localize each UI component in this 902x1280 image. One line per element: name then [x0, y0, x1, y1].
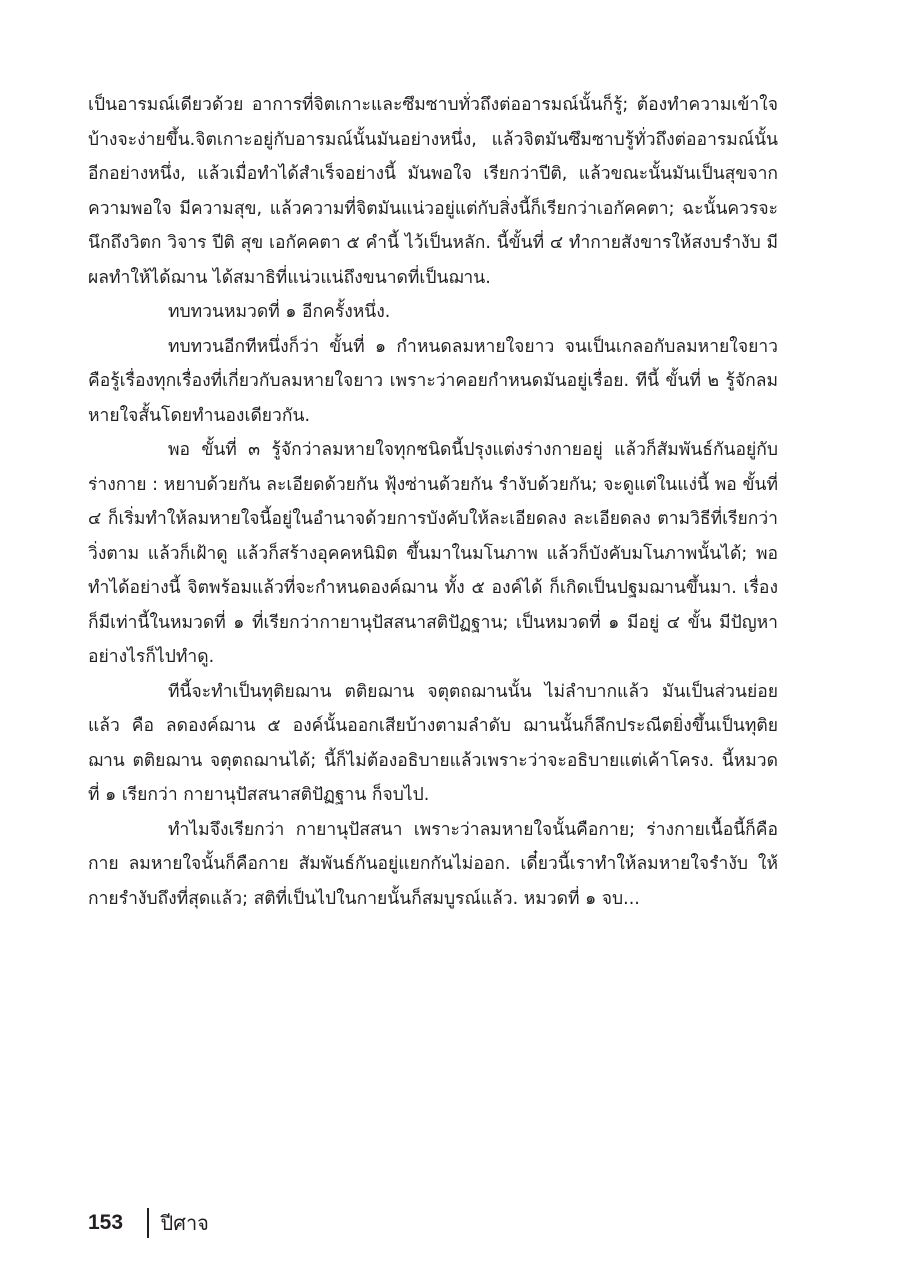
page-body: [88, 88, 778, 916]
paragraph-5: ทีนี้จะทำเป็นทุติยฌาน ตติยฌาน จตุตถฌานนั้น ไม่ลำบากแล้ว มันเป็นส่วนย่อยแล้ว คือ ลดองค์ฌาน ๕ องค์นั้นออกเสียบ้างตามลำดับ ฌานนั้นก็ลึกประณีตยิ่งขึ้นเป็นทุติยฌาน ตติยฌาน จตุตถฌานได้; นี้ก็ไม่ต้องอธิบายแล้วเพราะว่าจะอธิบายแต่เค้าโครง. นี้หมวดที่ ๑ เรียกว่า กายานุปัสสนาสติปัฏฐาน ก็จบไป.: [88, 681, 778, 805]
running-title: ปีศาจ: [160, 1211, 209, 1235]
footer-divider: [147, 1208, 149, 1238]
page-number: 153: [88, 1211, 124, 1234]
page-footer: [88, 1205, 209, 1241]
paragraph-4: พอ ขั้นที่ ๓ รู้จักว่าลมหายใจทุกชนิดนี้ปรุงแต่งร่างกายอยู่ แล้วก็สัมพันธ์กันอยู่กับร่างกาย : หยาบด้วยกัน ละเอียดด้วยกัน ฟุ้งซ่านด้วยกัน รำงับด้วยกัน; จะดูแต่ในแง่นี้ พอ ขั้นที่ ๔ ก็เริ่มทำให้ลมหายใจนี้อยู่ในอำนาจด้วยการบังคับให้ละเอียดลง ละเอียดลง ตามวิธีที่เรียกว่าวิ่งตาม แล้วก็เฝ้าดู แล้วก็สร้างอุคคหนิมิต ขึ้นมาในมโนภาพ แล้วก็บังคับมโนภาพนั้นได้; พอทำได้อย่างนี้ จิตพร้อมแล้วที่จะกำหนดองค์ฌาน ทั้ง ๕ องค์ได้ ก็เกิดเป็นปฐมฌานขึ้นมา. เรื่องก็มีเท่านี้ในหมวดที่ ๑ ที่เรียกว่ากายานุปัสสนาสติปัฏฐาน; เป็นหมวดที่ ๑ มีอยู่ ๔ ขั้น มีปัญหาอย่างไรก็ไปทำดู.: [88, 440, 778, 667]
paragraph-3: ทบทวนอีกทีหนึ่งก็ว่า ขั้นที่ ๑ กำหนดลมหายใจยาว จนเป็นเกลอกับลมหายใจยาว คือรู้เรื่องทุกเรื่องที่เกี่ยวกับลมหายใจยาว เพราะว่าคอยกำหนดมันอยู่เรื่อย. ทีนี้ ขั้นที่ ๒ รู้จักลมหายใจสั้นโดยทำนองเดียวกัน.: [88, 336, 778, 426]
paragraph-6: ทำไมจึงเรียกว่า กายานุปัสสนา เพราะว่าลมหายใจนั้นคือกาย; ร่างกายเนื้อนี้ก็คือกาย ลมหายใจนั้นก็คือกาย สัมพันธ์กันอยู่แยกกันไม่ออก. เดี๋ยวนี้เราทำให้ลมหายใจรำงับ ให้กายรำงับถึงที่สุดแล้ว; สติที่เป็นไปในกายนั้นก็สมบูรณ์แล้ว. หมวดที่ ๑ จบ...: [88, 819, 778, 909]
paragraph-2: ทบทวนหมวดที่ ๑ อีกครั้งหนึ่ง.: [168, 302, 391, 322]
paragraph-1: เป็นอารมณ์เดียวด้วย อาการที่จิตเกาะและซึมซาบทั่วถึงต่ออารมณ์นั้นก็รู้; ต้องทำความเข้าใจบ้างจะง่ายขึ้น.จิตเกาะอยู่กับอารมณ์นั้นมันอย่างหนึ่ง, แล้วจิตมันซึมซาบรู้ทั่วถึงต่ออารมณ์นั้นอีกอย่างหนึ่ง, แล้วเมื่อทำได้สำเร็จอย่างนี้ มันพอใจ เรียกว่าปีติ, แล้วขณะนั้นมันเป็นสุขจากความพอใจ มีความสุข, แล้วความที่จิตมันแน่วอยู่แต่กับสิ่งนี้ก็เรียกว่าเอกัคคตา; ฉะนั้นควรจะนึกถึงวิตก วิจาร ปีติ สุข เอกัคคตา ๕ คำนี้ ไว้เป็นหลัก. นี้ขั้นที่ ๔ ทำกายสังขารให้สงบรำงับ มีผลทำให้ได้ฌาน ได้สมาธิที่แน่วแน่ถึงขนาดที่เป็นฌาน.: [88, 95, 778, 288]
